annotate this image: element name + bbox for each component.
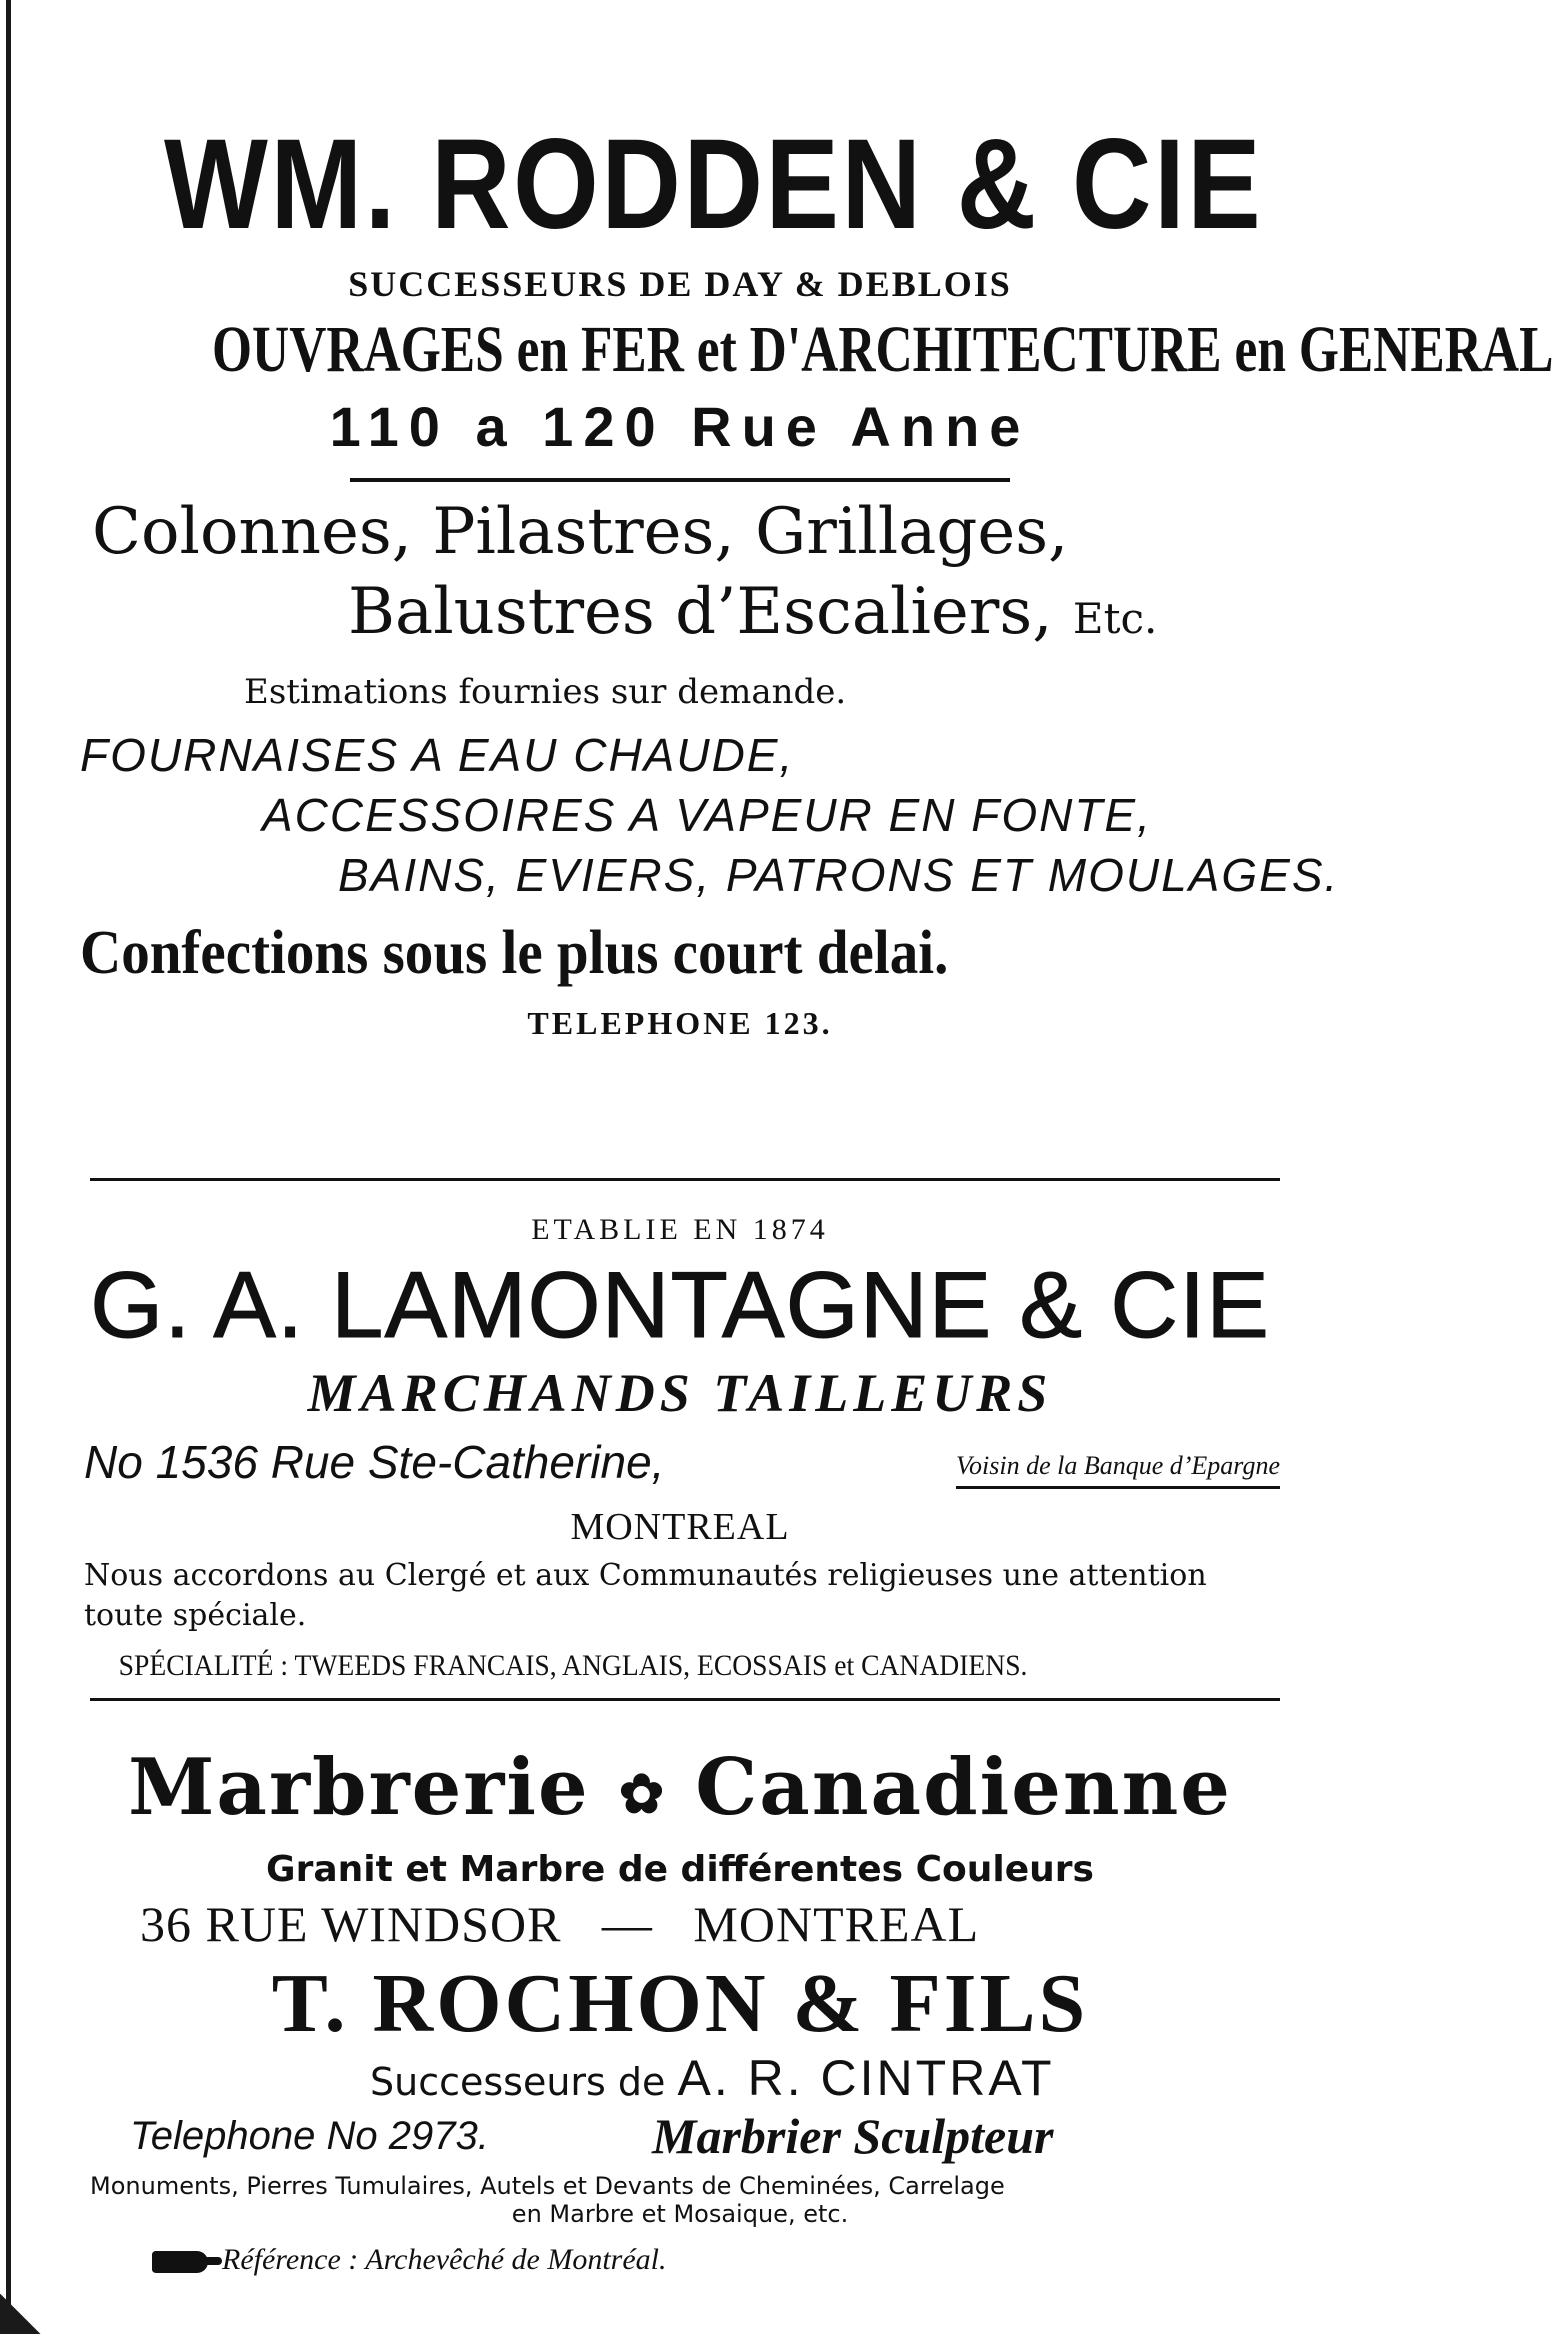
rodden-successors: SUCCESSEURS DE DAY & DEBLOIS [348,264,1012,304]
marbrerie-telephone: Telephone No 2973. [130,2113,489,2158]
rodden-address: 110 a 120 Rue Anne [329,395,1031,458]
marbrerie-successors-prefix: Successeurs de [370,2059,666,2104]
lamontagne-established: ETABLIE EN 1874 [531,1213,829,1246]
lamontagne-advertisement [80,1210,1280,1688]
rodden-estimates: Estimations fournies sur demande. [244,672,847,712]
section-divider-1 [90,1178,1280,1181]
section-divider-2 [90,1698,1280,1701]
rodden-divider [350,478,1010,482]
lamontagne-city: MONTREAL [570,1506,790,1548]
rodden-heating-line1: FOURNAISES A EAU CHAUDE, [80,729,795,781]
marbrerie-role: Marbrier Sculpteur [652,2107,1054,2164]
rodden-products-line2 [80,572,1280,659]
flower-ornament-icon: ✿ [618,1761,667,1826]
lamontagne-trade: MARCHANDS TAILLEURS [307,1363,1053,1423]
rodden-products-line1: Colonnes, Pilastres, Grillages, [92,495,1069,569]
marbrerie-products-line2: en Marbre et Mosaique, etc. [511,2199,849,2228]
rodden-title: WM. RODDEN & CIE [164,113,1264,256]
marbrerie-address: 36 RUE WINDSOR — MONTREAL [140,1895,980,1952]
marbrerie-advertisement [80,1738,1280,2282]
rodden-telephone: TELEPHONE 123. [527,1005,833,1041]
rodden-balustres: Balustres d’Escaliers, [348,575,1053,649]
rodden-heating-line3: BAINS, EVIERS, PATRONS ET MOULAGES. [338,849,1340,901]
marbrerie-products-line1: Monuments, Pierres Tumulaires, Autels et Devants de Cheminées, Carrelage [90,2171,1005,2200]
lamontagne-specialty: SPÉCIALITÉ : TWEEDS FRANCAIS, ANGLAIS, ECOSSAIS et CANADIENS. [118,1649,1028,1682]
rodden-etc: Etc. [1072,594,1158,643]
rodden-works: OUVRAGES en FER et D'ARCHITECTURE en GENERAL [212,313,1553,386]
page-binding-edge [6,0,11,2334]
lamontagne-address-row [80,1432,1280,1498]
rodden-confections: Confections sous le plus court delai. [80,919,949,987]
marbrerie-materials: Granit et Marbre de différentes Couleurs [266,1848,1094,1890]
marbrerie-firm: T. ROCHON & FILS [271,1956,1089,2050]
marbrerie-reference-row [80,2238,1280,2282]
page-corner-shadow [0,2294,60,2334]
lamontagne-title: G. A. LAMONTAGNE & CIE [90,1252,1270,1357]
marbrerie-title [80,1738,1280,1844]
rodden-heating-line2: ACCESSOIRES A VAPEUR EN FONTE, [262,789,1152,841]
marbrerie-successors [80,2049,1280,2108]
marbrerie-title-left: Marbrerie [128,1742,590,1833]
lamontagne-notice: Nous accordons au Clergé et aux Communautés religieuses une attention toute spéciale. [84,1558,1207,1633]
lamontagne-address: No 1536 Rue Ste-Catherine, [84,1436,665,1488]
marbrerie-successors-name: A. R. CINTRAT [677,2049,1055,2106]
marbrerie-telephone-row [80,2108,1280,2168]
pointing-hand-icon [152,2251,208,2273]
marbrerie-reference: Référence : Archevêché de Montréal. [222,2242,667,2276]
lamontagne-neighbor: Voisin de la Banque d’Epargne [956,1446,1280,1489]
marbrerie-title-right: Canadienne [695,1742,1232,1833]
rodden-advertisement [80,110,1553,1045]
